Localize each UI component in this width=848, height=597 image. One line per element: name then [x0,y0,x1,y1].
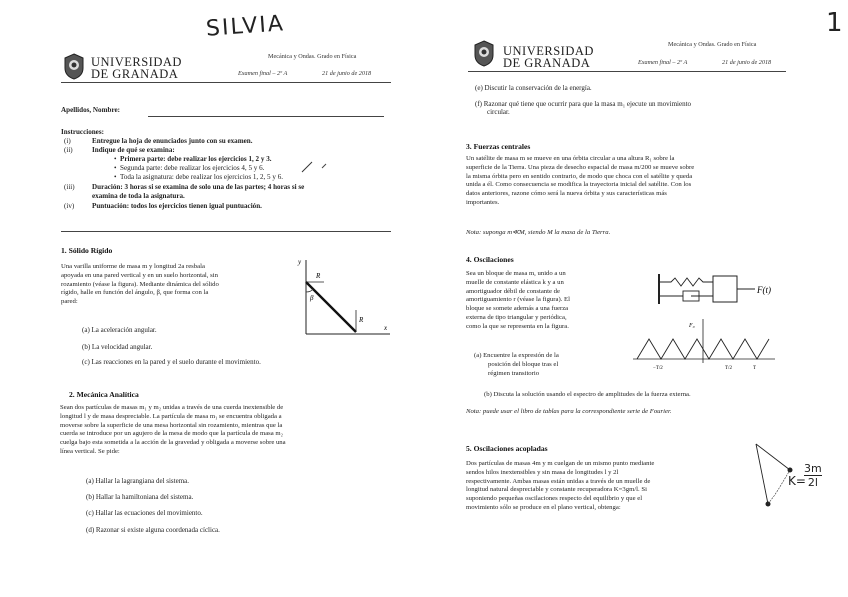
section-1-text: Una varilla uniforme de masa m y longitud 2a resbala apoyada en una pared vertical y en un suelo horizontal, sin rozamiento (véase la figura). Mediante dinámica del sólido rígido, halle en función del ángulo, β, que forma con la pared: [61,263,219,306]
s2-item-b: (b) Hallar la hamiltoniana del sistema. [86,493,194,501]
section-2-title: 2. Mecánica Analítica [69,390,139,399]
university-crest-icon [61,52,87,80]
s2-item-c: (c) Hallar las ecuaciones del movimiento. [86,509,203,517]
instruction-iv: Puntuación: todos los ejercicios tienen igual puntuación. [92,202,262,210]
s1-item-c: (c) Las reacciones en la pared y el suelo durante el movimiento. [82,358,261,366]
s2-item-d: (d) Razonar si existe alguna coordenada cíclica. [86,526,220,534]
section-3-title: 3. Fuerzas centrales [466,142,531,151]
fig4-tick-minus-half: −T/2 [653,366,663,371]
instruction-i-num: (i) [64,137,71,145]
instruction-iv-num: (iv) [64,202,75,210]
section-2-text: Sean dos partículas de masas m₁ y m₂ unidas a través de una cuerda inextensible de longitud l y de masa despreciable. La partícula de masa m₁ se encuentra obligada a moverse sobre la superficie de una mesa horizontal sin rozamiento, mientras que la cuerda se introduce por un agujero de la mesa de modo que la partícula de masa m₂ cuelga bajo esta sometida a la acción de la gravedad y obligada a moverse sobre una línea vertical. Se pide: [60,404,286,455]
section-3-text: Un satélite de masa m se mueve en una órbita circular a una altura R₁ sobre la superficie de la Tierra. Una pieza de desecho espacial de masa m/200 se mueve sobre la misma órbita pero en sentido contrario, de modo que choca con el satélite y queda unida a él. Como consecuencia se modifica la trayectoria inicial del satélite. Con los datos anteriores, razone cómo será la nueva órbita y sus características más importantes. [466,155,695,206]
exam-title: Examen final – 2º A [238,70,288,77]
course-title: Mecánica y Ondas. Grado en Física [268,53,357,60]
instruction-ii-num: (ii) [64,146,73,154]
s1-item-b: (b) La velocidad angular. [82,343,153,351]
bullet-second-part: • Segunda parte: debe realizar los ejercicios 4, 5 y 6. [114,164,265,172]
fig4-tick-half: T/2 [725,366,732,371]
handwritten-name: SILVIA [205,11,286,42]
right-page [424,0,848,597]
s2-item-e: (e) Discutir la conservación de la energía. [475,84,592,92]
exam-date: 21 de junio de 2018 [322,70,372,77]
header-rule [61,82,391,83]
course-title: Mecánica y Ondas. Grado en Física [668,41,757,48]
spring-damper-figure [631,270,781,310]
s2-item-f: (f) Razonar qué tiene que ocurrir para que la masa m₁ ejecute un movimiento circular. [475,100,692,116]
s4-item-a: (a) Encuentre la expresión de la posición del bloque tras el régimen transitorio [474,352,559,377]
s1-item-a: (a) La aceleración angular. [82,326,157,334]
fig1-Rx-label: R [316,272,321,280]
section-1-title: 1. Sólido Rígido [61,246,113,255]
fig4-tick-T: T [753,366,757,371]
handwritten-k-fraction: 3m 2l [804,462,822,489]
section-4-note: Nota: puede usar el libro de tablas para la correspondiente serie de Fourier. [466,408,672,415]
fig4-force-label: F(t) [757,285,771,295]
rod-figure [296,254,392,342]
handwritten-checkmark-icon [300,160,330,174]
instruction-ii: Indique de qué se examina: [92,146,175,154]
section-5-title: 5. Oscilaciones acopladas [466,444,548,453]
section-4-text: Sea un bloque de masa m, unido a un muelle de constante elástica k y a un amortiguador débil de constante de amortiguamiento r (véase la figura). El bloque se somete además a una fuerza externa de tipo triangular y periódica, como la que se representa en la figura. [466,270,570,330]
bullet-first-part: • Primera parte: debe realizar los ejercicios 1, 2 y 3. [114,155,272,163]
handwritten-k-note: K= [788,474,806,488]
exam-date: 21 de junio de 2018 [722,59,772,66]
fig1-Ry-label: R [359,316,364,324]
exam-title: Examen final – 2º A [638,59,688,66]
section-3-note: Nota: suponga m≪M, siendo M la masa de la Tierra. [466,229,611,236]
s2-item-a: (a) Hallar la lagrangiana del sistema. [86,477,190,485]
name-label: Apellidos, Nombre: [61,106,120,114]
university-crest-icon [471,39,497,67]
fig1-beta-label: β [310,294,314,302]
instruction-iii-line1: Duración: 3 horas si se examina de solo una de las partes; 4 horas si se [92,183,305,191]
fig1-x-label: x [384,324,388,332]
section-4-title: 4. Oscilaciones [466,255,514,264]
instruction-iii-line2: examina de toda la asignatura. [92,192,185,200]
fig1-y-label: y [298,258,302,266]
name-field-line[interactable] [148,116,384,117]
s4-item-b: (b) Discuta la solución usando el espectro de amplitudes de la fuerza externa. [484,391,691,398]
triangle-wave-figure [629,315,779,373]
bullet-whole-subject: • Toda la asignatura: debe realizar los ejercicios 1, 2, 5 y 6. [114,173,284,181]
instruction-i: Entregue la hoja de enunciados junto con su examen. [92,137,253,145]
university-name: UNIVERSIDAD DE GRANADA [503,44,594,70]
instruction-iii-num: (iii) [64,183,75,191]
university-name: UNIVERSIDAD DE GRANADA [91,55,182,81]
fig4-F0-label: F₀ [689,323,695,329]
header-rule [468,71,786,72]
handwritten-page-number: 1 [826,8,845,38]
instructions-title: Instrucciones: [61,128,104,136]
section-5-text: Dos partículas de masas 4m y m cuelgan de un mismo punto mediante sendos hilos inextensibles y sin masa de longitudes l y 2l respectivamente. Ambas masas están unidas a través de un muelle de longitud natural despreciable y constante recuperadora K=3gm/l. Si suponiendo pequeñas oscilaciones respecto del equilibrio y que el movimiento sólo se produce en el plano vertical, obtenga: [466,460,655,511]
instructions-rule [61,231,391,232]
